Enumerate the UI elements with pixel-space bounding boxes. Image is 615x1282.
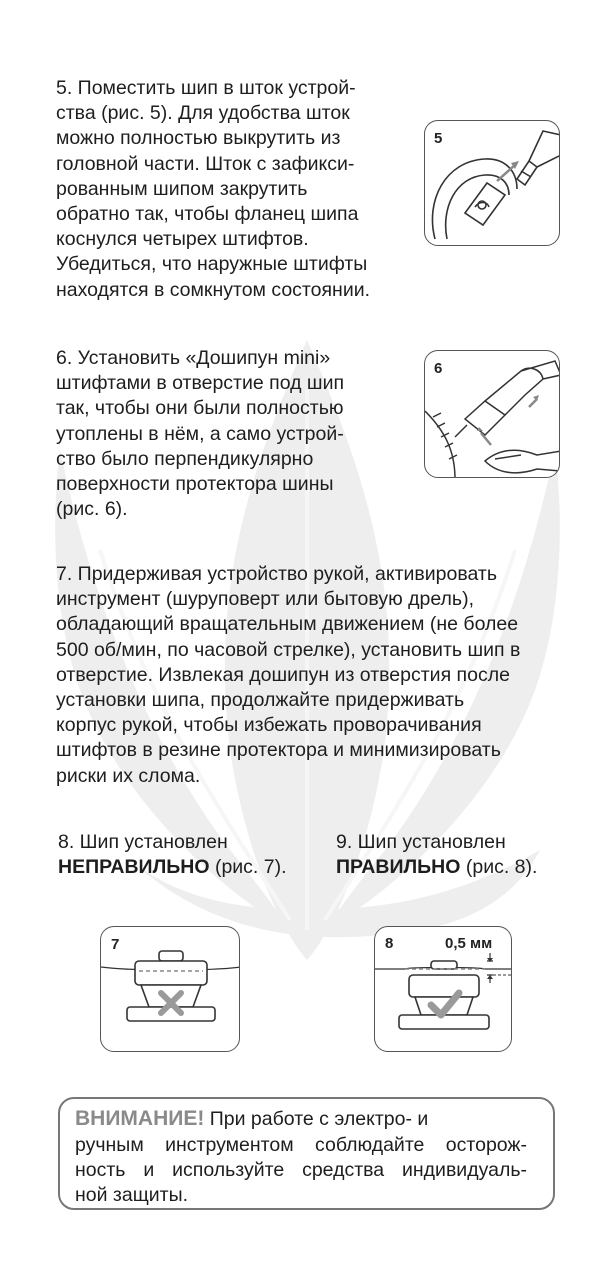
figure-7: [100, 926, 240, 1052]
figure-5: [424, 120, 560, 246]
step5-text: [56, 76, 370, 303]
warning-word: соблюдайте: [315, 1134, 425, 1156]
step6-line: штифтами в отверстие под шип: [56, 372, 345, 395]
step8-rest: (рис. 7).: [209, 856, 287, 879]
step9-rest: (рис. 8).: [460, 856, 538, 879]
step7-line: риски их слома.: [56, 764, 201, 787]
step6-line: 6. Установить «Дошипун mini»: [56, 347, 331, 369]
step9-line: 9. Шип установлен: [336, 831, 506, 853]
step5-line: ства (рис. 5). Для удобства шток: [56, 102, 350, 125]
step5-line: находятся в сомкнутом состоянии.: [56, 278, 371, 301]
step9-text: [336, 830, 537, 880]
step7-line: 500 об/мин, по часовой стрелке), установить шип в: [56, 638, 521, 661]
step6-line: так, чтобы они были полностью: [56, 397, 344, 420]
warning-word: и: [143, 1159, 155, 1181]
step6-line: (рис. 6).: [56, 498, 128, 521]
device-install-illustration: [425, 351, 560, 478]
step7-line: 7. Придерживая устройство рукой, активировать: [56, 563, 497, 585]
step6-line: утоплены в нём, а само устрой-: [56, 422, 344, 445]
step5-line: можно полностью выкрутить из: [56, 127, 341, 150]
step8-emphasis: НЕПРАВИЛЬНО: [58, 856, 210, 879]
figure-number: 6: [434, 360, 443, 377]
step5-line: коснулся четырех штифтов.: [56, 228, 309, 251]
step5-line: обратно так, чтобы фланец шипа: [56, 203, 359, 226]
warning-line: [75, 1133, 527, 1158]
step9-emphasis: ПРАВИЛЬНО: [336, 856, 461, 879]
step7-line: штифтов в резине протектора и минимизировать: [56, 739, 501, 762]
step5-line: рованным шипом закрутить: [56, 177, 308, 200]
warning-word: ручным: [75, 1134, 144, 1156]
warning-word: используйте: [172, 1159, 285, 1181]
figure-8: [374, 926, 512, 1052]
spike-insert-illustration: [425, 121, 560, 246]
figure-number: 5: [434, 130, 443, 147]
step7-line: корпус рукой, чтобы избежать проворачивания: [56, 714, 482, 737]
step9-line: [336, 855, 537, 880]
warning-word: инструментом: [165, 1134, 294, 1156]
step7-line: обладающий вращательным движением (не более: [56, 613, 519, 636]
step8-text: [58, 830, 287, 880]
step5-line: Убедиться, что наружные штифты: [56, 253, 368, 276]
warning-line: [75, 1106, 428, 1132]
step8-line: [58, 855, 287, 880]
step6-line: поверхности протектора шины: [56, 473, 334, 496]
figure-number: 8: [385, 935, 394, 952]
step6-text: [56, 346, 344, 522]
step7-line: отверстие. Извлекая дошипун из отверстия после: [56, 663, 510, 686]
step7-line: установки шипа, продолжайте придерживать: [56, 689, 465, 712]
warning-line: ной защиты.: [75, 1184, 189, 1206]
step6-line: ство было перпендикулярно: [56, 447, 314, 470]
warning-word: осторож-: [445, 1134, 527, 1156]
step5-line: 5. Поместить шип в шток устрой-: [56, 77, 356, 99]
step8-line: 8. Шип установлен: [58, 831, 228, 853]
warning-word: средства: [302, 1159, 385, 1181]
step7-line: инструмент (шуруповерт или бытовую дрель),: [56, 588, 474, 611]
figure-6: [424, 350, 560, 478]
figure-number: 7: [111, 936, 120, 953]
warning-word: ность: [75, 1159, 126, 1181]
spike-wrong-illustration: [101, 927, 240, 1052]
warning-title: ВНИМАНИЕ!: [75, 1107, 205, 1130]
warning-text: При работе с электро- и: [204, 1108, 429, 1130]
warning-word: индивидуаль-: [402, 1159, 527, 1181]
warning-line: [75, 1158, 527, 1183]
step7-text: [56, 562, 520, 789]
dimension-label: 0,5 мм: [445, 935, 493, 952]
step5-line: головной части. Шток с зафикси-: [56, 152, 355, 175]
